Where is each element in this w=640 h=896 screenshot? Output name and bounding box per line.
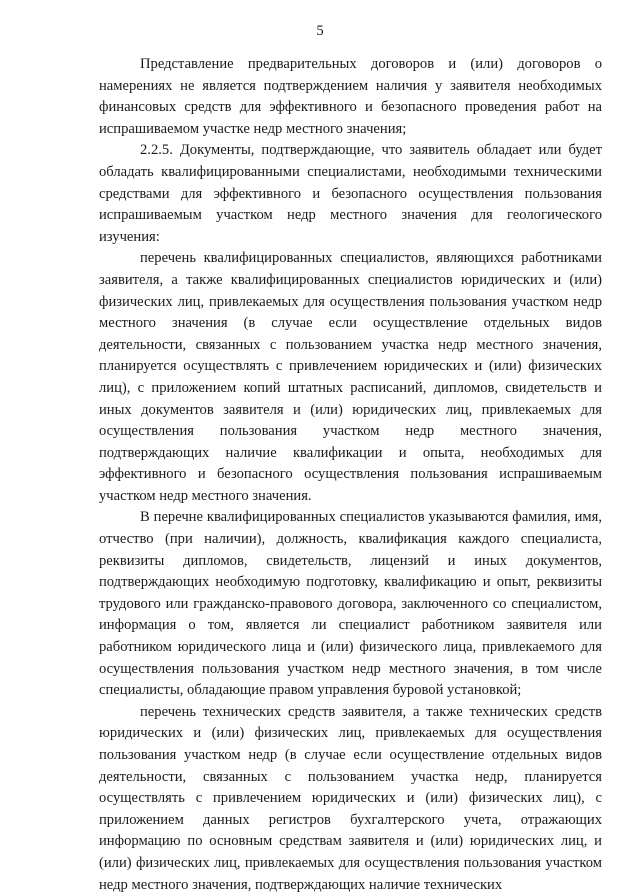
paragraph-financial-means: Представление предварительных договоров и (или) договоров о намерениях не является подтверждением наличия у заявителя необходимых финансовых средств для эффективного и безопасного проведения работ на испрашиваемом участке недр местного значения;: [99, 56, 602, 137]
page-number: 5: [316, 23, 324, 39]
paragraph-technical-means: перечень технических средств заявителя, а также технических средств юридических и (или) физических лиц, привлекаемых для осуществления пользования участком недр (в случае если осуществление отдельных видов деятельности, связанных с пользованием участка недр, планируется осуществлять с привлечением юридических и (или) физических лиц), с приложением данных регистров бухгалтерского учета, отражающих информацию по основным средствам заявителя и (или) юридических лиц, и (или) физических лиц, привлекаемых для осуществления пользования участком недр местного значения, подтверждающих наличие технических: [99, 703, 602, 893]
paragraph-specialists-list: перечень квалифицированных специалистов, являющихся работниками заявителя, а также квалифицированных специалистов юридических и (или) физических лиц, привлекаемых для осуществления пользования участком недр местного значения (в случае если осуществление отдельных видов деятельности, связанных с пользованием участка недр местного значения, планируется осуществлять с привлечением юридических и (или) физических лиц), с приложением копий штатных расписаний, дипломов, свидетельств и иных документов заявителя и (или) юридических лиц, привлекаемых для осуществления пользования участком недр местного значения, подтверждающих наличие квалификации и опыта, необходимых для эффективного и безопасного осуществления пользования испрашиваемым участком недр местного значения.: [99, 250, 602, 504]
document-body: [99, 54, 602, 896]
paragraph-2-2-5: 2.2.5. Документы, подтверждающие, что заявитель обладает или будет обладать квалифицированными специалистами, необходимыми техническими средствами для эффективного и безопасного осуществления пользования испрашиваемым участком недр местного значения для геологического изучения:: [99, 142, 602, 245]
paragraph-specialists-details: В перечне квалифицированных специалистов указываются фамилия, имя, отчество (при наличии), должность, квалификация каждого специалиста, реквизиты дипломов, свидетельств, лицензий и иных документов, подтверждающих необходимую подготовку, квалификацию и опыт, реквизиты трудового или гражданско-правового договора, заключенного со специалистом, информация о том, является ли специалист работником заявителя или работником юридического лица и (или) физического лица, привлекаемого для осуществления пользования участком недр местного значения, в том числе специалисты, обладающие правом управления буровой установкой;: [99, 509, 602, 699]
